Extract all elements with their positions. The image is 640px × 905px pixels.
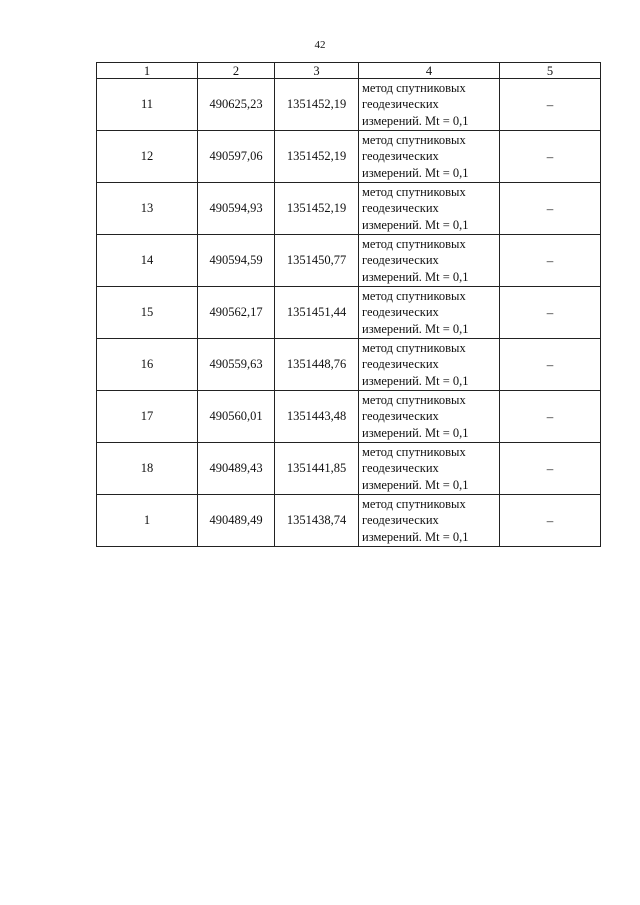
note-cell: –	[500, 391, 601, 443]
method-text-line: геодезических	[362, 461, 439, 476]
method-text-line: измерений. Mt = 0,1	[362, 113, 469, 128]
table-row	[97, 131, 601, 183]
point-number-cell: 12	[97, 131, 198, 183]
point-number-cell: 14	[97, 235, 198, 287]
coordinates-table	[96, 62, 601, 547]
method-text-line: геодезических	[362, 513, 439, 528]
y-coordinate-cell: 1351451,44	[275, 287, 359, 339]
method-text-line: измерений. Mt = 0,1	[362, 373, 469, 388]
method-text-line: геодезических	[362, 201, 439, 216]
point-number-cell: 15	[97, 287, 198, 339]
note-cell: –	[500, 183, 601, 235]
x-coordinate-cell: 490625,23	[198, 79, 275, 131]
table-row	[97, 183, 601, 235]
x-coordinate-cell: 490597,06	[198, 131, 275, 183]
method-text-line: метод спутниковых	[362, 132, 466, 147]
y-coordinate-cell: 1351443,48	[275, 391, 359, 443]
method-cell	[359, 131, 500, 183]
method-text-line: метод спутниковых	[362, 80, 466, 95]
method-text-line: измерений. Mt = 0,1	[362, 165, 469, 180]
method-text-line: геодезических	[362, 149, 439, 164]
point-number-cell: 11	[97, 79, 198, 131]
method-text-line: измерений. Mt = 0,1	[362, 269, 469, 284]
x-coordinate-cell: 490489,43	[198, 443, 275, 495]
column-header: 3	[275, 63, 359, 79]
method-text-line: геодезических	[362, 305, 439, 320]
method-text-line: измерений. Mt = 0,1	[362, 529, 469, 544]
table-row	[97, 235, 601, 287]
method-text-line: метод спутниковых	[362, 392, 466, 407]
note-cell: –	[500, 495, 601, 547]
method-text-line: метод спутниковых	[362, 496, 466, 511]
y-coordinate-cell: 1351452,19	[275, 183, 359, 235]
x-coordinate-cell: 490562,17	[198, 287, 275, 339]
point-number-cell: 18	[97, 443, 198, 495]
x-coordinate-cell: 490594,93	[198, 183, 275, 235]
column-header: 4	[359, 63, 500, 79]
table-row	[97, 443, 601, 495]
x-coordinate-cell: 490489,49	[198, 495, 275, 547]
column-header: 2	[198, 63, 275, 79]
x-coordinate-cell: 490559,63	[198, 339, 275, 391]
point-number-cell: 1	[97, 495, 198, 547]
point-number-cell: 16	[97, 339, 198, 391]
method-text-line: метод спутниковых	[362, 444, 466, 459]
method-text-line: измерений. Mt = 0,1	[362, 321, 469, 336]
method-cell	[359, 495, 500, 547]
note-cell: –	[500, 79, 601, 131]
page-number: 42	[314, 39, 326, 51]
method-text-line: измерений. Mt = 0,1	[362, 477, 469, 492]
table-row	[97, 391, 601, 443]
y-coordinate-cell: 1351438,74	[275, 495, 359, 547]
method-text-line: геодезических	[362, 253, 439, 268]
method-cell	[359, 183, 500, 235]
note-cell: –	[500, 339, 601, 391]
method-text-line: геодезических	[362, 409, 439, 424]
y-coordinate-cell: 1351450,77	[275, 235, 359, 287]
table-row	[97, 287, 601, 339]
method-text-line: метод спутниковых	[362, 288, 466, 303]
note-cell: –	[500, 287, 601, 339]
method-cell	[359, 287, 500, 339]
method-text-line: метод спутниковых	[362, 184, 466, 199]
table-header-row	[97, 63, 601, 79]
method-text-line: геодезических	[362, 357, 439, 372]
method-cell	[359, 79, 500, 131]
point-number-cell: 13	[97, 183, 198, 235]
y-coordinate-cell: 1351441,85	[275, 443, 359, 495]
note-cell: –	[500, 131, 601, 183]
y-coordinate-cell: 1351452,19	[275, 131, 359, 183]
table-body	[97, 79, 601, 547]
method-text-line: метод спутниковых	[362, 236, 466, 251]
x-coordinate-cell: 490560,01	[198, 391, 275, 443]
note-cell: –	[500, 443, 601, 495]
x-coordinate-cell: 490594,59	[198, 235, 275, 287]
note-cell: –	[500, 235, 601, 287]
method-cell	[359, 235, 500, 287]
method-text-line: измерений. Mt = 0,1	[362, 217, 469, 232]
table-row	[97, 79, 601, 131]
method-text-line: измерений. Mt = 0,1	[362, 425, 469, 440]
table-row	[97, 339, 601, 391]
method-cell	[359, 339, 500, 391]
point-number-cell: 17	[97, 391, 198, 443]
y-coordinate-cell: 1351452,19	[275, 79, 359, 131]
method-text-line: геодезических	[362, 97, 439, 112]
column-header: 5	[500, 63, 601, 79]
method-cell	[359, 443, 500, 495]
column-header: 1	[97, 63, 198, 79]
method-cell	[359, 391, 500, 443]
y-coordinate-cell: 1351448,76	[275, 339, 359, 391]
table-row	[97, 495, 601, 547]
method-text-line: метод спутниковых	[362, 340, 466, 355]
